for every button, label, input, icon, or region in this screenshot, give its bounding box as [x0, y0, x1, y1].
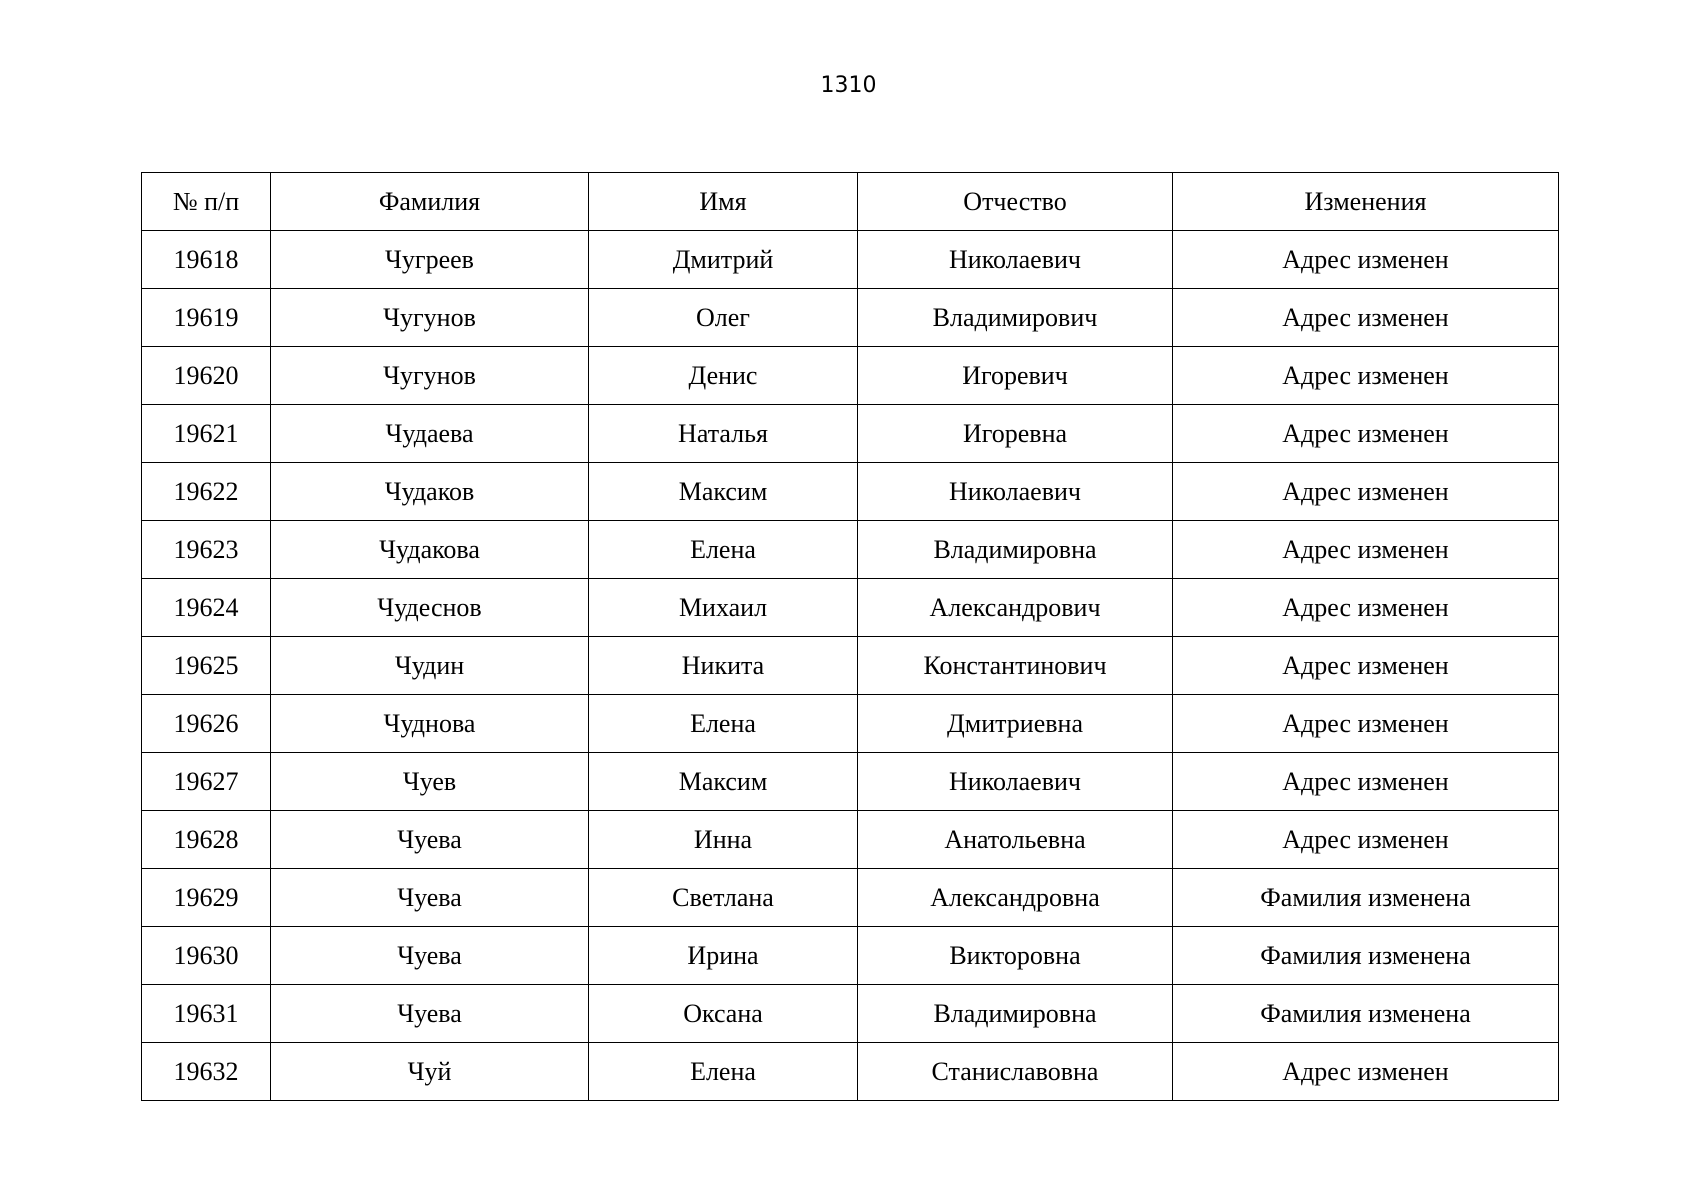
- cell-surname: Чуй: [271, 1043, 589, 1101]
- cell-first-name: Елена: [589, 1043, 858, 1101]
- cell-surname: Чудаева: [271, 405, 589, 463]
- cell-first-name: Оксана: [589, 985, 858, 1043]
- cell-number: 19619: [142, 289, 271, 347]
- cell-first-name: Олег: [589, 289, 858, 347]
- table-row: [142, 521, 1559, 579]
- table-header: [142, 173, 1559, 231]
- cell-number: 19623: [142, 521, 271, 579]
- cell-number: 19620: [142, 347, 271, 405]
- cell-patronymic: Владимировна: [858, 521, 1173, 579]
- cell-patronymic: Викторовна: [858, 927, 1173, 985]
- header-first-name: Имя: [589, 173, 858, 231]
- cell-patronymic: Игоревич: [858, 347, 1173, 405]
- cell-surname: Чуева: [271, 927, 589, 985]
- cell-number: 19621: [142, 405, 271, 463]
- table-row: [142, 985, 1559, 1043]
- cell-patronymic: Станиславовна: [858, 1043, 1173, 1101]
- cell-surname: Чудеснов: [271, 579, 589, 637]
- table-row: [142, 463, 1559, 521]
- cell-surname: Чуева: [271, 985, 589, 1043]
- cell-changes: Адрес изменен: [1173, 405, 1559, 463]
- table-body: [142, 231, 1559, 1101]
- table-row: [142, 811, 1559, 869]
- cell-number: 19624: [142, 579, 271, 637]
- cell-first-name: Дмитрий: [589, 231, 858, 289]
- cell-changes: Фамилия изменена: [1173, 869, 1559, 927]
- cell-changes: Адрес изменен: [1173, 231, 1559, 289]
- header-number: № п/п: [142, 173, 271, 231]
- records-table: [141, 172, 1559, 1101]
- table-row: [142, 1043, 1559, 1101]
- cell-number: 19626: [142, 695, 271, 753]
- cell-number: 19628: [142, 811, 271, 869]
- table-row: [142, 231, 1559, 289]
- cell-surname: Чуева: [271, 869, 589, 927]
- cell-first-name: Максим: [589, 753, 858, 811]
- cell-changes: Адрес изменен: [1173, 463, 1559, 521]
- cell-first-name: Инна: [589, 811, 858, 869]
- cell-number: 19632: [142, 1043, 271, 1101]
- table-row: [142, 579, 1559, 637]
- cell-surname: Чуева: [271, 811, 589, 869]
- cell-patronymic: Александровна: [858, 869, 1173, 927]
- cell-surname: Чугунов: [271, 347, 589, 405]
- cell-changes: Фамилия изменена: [1173, 927, 1559, 985]
- cell-surname: Чуев: [271, 753, 589, 811]
- cell-number: 19629: [142, 869, 271, 927]
- header-row: [142, 173, 1559, 231]
- cell-first-name: Елена: [589, 521, 858, 579]
- cell-surname: Чугреев: [271, 231, 589, 289]
- header-surname: Фамилия: [271, 173, 589, 231]
- cell-changes: Адрес изменен: [1173, 695, 1559, 753]
- table-row: [142, 637, 1559, 695]
- cell-patronymic: Константинович: [858, 637, 1173, 695]
- cell-patronymic: Николаевич: [858, 231, 1173, 289]
- cell-patronymic: Дмитриевна: [858, 695, 1173, 753]
- cell-patronymic: Владимировна: [858, 985, 1173, 1043]
- cell-changes: Фамилия изменена: [1173, 985, 1559, 1043]
- cell-first-name: Елена: [589, 695, 858, 753]
- cell-patronymic: Владимирович: [858, 289, 1173, 347]
- cell-first-name: Максим: [589, 463, 858, 521]
- cell-number: 19630: [142, 927, 271, 985]
- cell-surname: Чудакова: [271, 521, 589, 579]
- cell-patronymic: Александрович: [858, 579, 1173, 637]
- cell-changes: Адрес изменен: [1173, 811, 1559, 869]
- cell-patronymic: Николаевич: [858, 463, 1173, 521]
- cell-patronymic: Анатольевна: [858, 811, 1173, 869]
- table-row: [142, 695, 1559, 753]
- cell-number: 19618: [142, 231, 271, 289]
- cell-patronymic: Николаевич: [858, 753, 1173, 811]
- cell-number: 19622: [142, 463, 271, 521]
- cell-changes: Адрес изменен: [1173, 347, 1559, 405]
- cell-changes: Адрес изменен: [1173, 753, 1559, 811]
- table-row: [142, 289, 1559, 347]
- cell-first-name: Михаил: [589, 579, 858, 637]
- cell-first-name: Наталья: [589, 405, 858, 463]
- cell-changes: Адрес изменен: [1173, 579, 1559, 637]
- header-patronymic: Отчество: [858, 173, 1173, 231]
- cell-surname: Чугунов: [271, 289, 589, 347]
- page-number: 1310: [820, 73, 877, 98]
- cell-surname: Чуднова: [271, 695, 589, 753]
- header-changes: Изменения: [1173, 173, 1559, 231]
- cell-number: 19625: [142, 637, 271, 695]
- cell-changes: Адрес изменен: [1173, 1043, 1559, 1101]
- table-row: [142, 405, 1559, 463]
- cell-first-name: Денис: [589, 347, 858, 405]
- cell-changes: Адрес изменен: [1173, 289, 1559, 347]
- table-row: [142, 927, 1559, 985]
- cell-changes: Адрес изменен: [1173, 521, 1559, 579]
- cell-first-name: Ирина: [589, 927, 858, 985]
- cell-number: 19627: [142, 753, 271, 811]
- cell-patronymic: Игоревна: [858, 405, 1173, 463]
- cell-number: 19631: [142, 985, 271, 1043]
- cell-surname: Чудин: [271, 637, 589, 695]
- table-row: [142, 869, 1559, 927]
- cell-surname: Чудаков: [271, 463, 589, 521]
- cell-first-name: Светлана: [589, 869, 858, 927]
- cell-first-name: Никита: [589, 637, 858, 695]
- table-row: [142, 347, 1559, 405]
- cell-changes: Адрес изменен: [1173, 637, 1559, 695]
- table-row: [142, 753, 1559, 811]
